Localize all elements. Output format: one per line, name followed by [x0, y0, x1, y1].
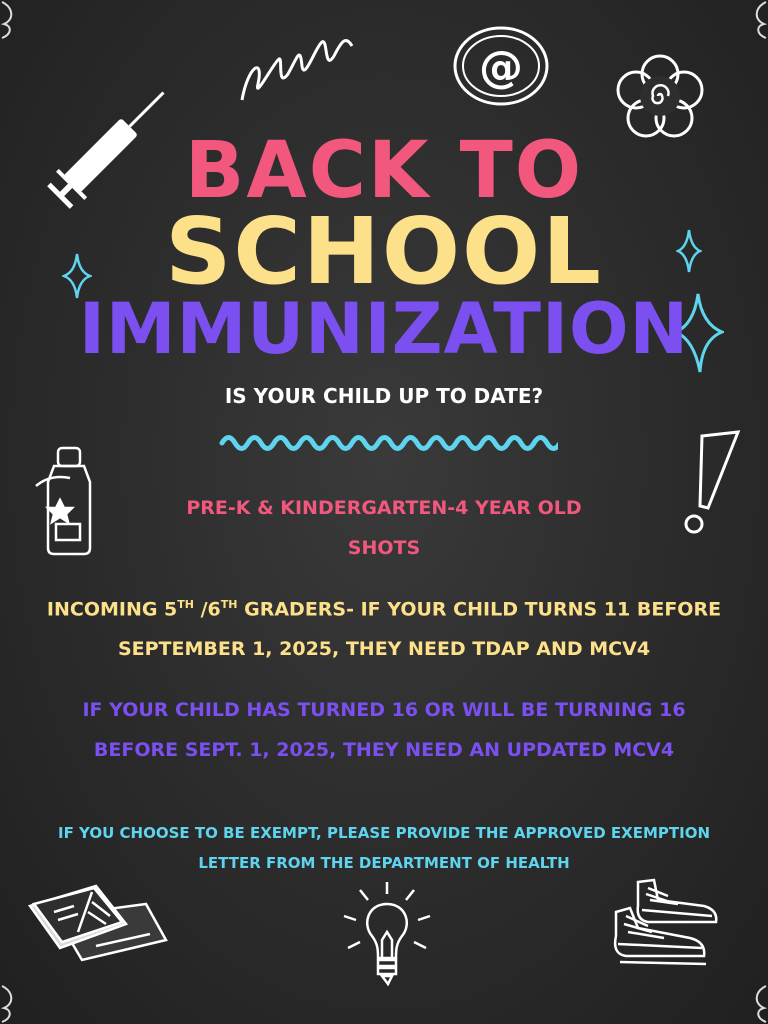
exempt-line-1: IF YOU CHOOSE TO BE EXEMPT, PLEASE PROVIDE THE APPROVED EXEMPTION — [57, 824, 711, 842]
svg-text:@: @ — [479, 42, 523, 93]
sneakers-icon — [608, 876, 724, 970]
incoming-sup-2: TH — [220, 598, 238, 611]
lightbulb-icon — [338, 878, 436, 994]
exempt-line-2: LETTER FROM THE DEPARTMENT OF HEALTH — [198, 854, 570, 872]
corner-swirl-icon — [0, 0, 20, 40]
exemption-text — [10, 818, 758, 878]
wavy-divider — [218, 428, 558, 458]
incoming-part-1: INCOMING 5 — [46, 598, 178, 621]
incoming-part-3: GRADERS- IF YOUR CHILD TURNS 11 BEFORE — [237, 598, 722, 621]
sixteen-line-1: IF YOUR CHILD HAS TURNED 16 OR WILL BE TURNING 16 — [82, 699, 686, 721]
title-line-1: BACK TO — [184, 126, 584, 216]
prek-line-2: SHOTS — [347, 537, 421, 559]
question-text: IS YOUR CHILD UP TO DATE? — [224, 384, 544, 408]
age-sixteen-text — [30, 690, 738, 770]
title-line-3: IMMUNIZATION — [78, 288, 690, 370]
prek-text — [134, 488, 634, 568]
incoming-part-2: /6 — [194, 598, 221, 621]
corner-swirl-icon — [748, 0, 768, 40]
water-bottle-icon — [30, 444, 110, 558]
incoming-sup-1: TH — [177, 598, 194, 611]
at-sign-icon — [446, 20, 556, 112]
sixteen-line-2: BEFORE SEPT. 1, 2025, THEY NEED AN UPDATED MCV4 — [93, 739, 675, 761]
incoming-line-2: SEPTEMBER 1, 2025, THEY NEED TDAP AND MCV4 — [117, 638, 651, 661]
corner-swirl-icon — [0, 984, 20, 1024]
exclamation-icon — [678, 428, 748, 538]
incoming-graders-text — [10, 585, 758, 669]
corner-swirl-icon — [748, 984, 768, 1024]
loops-icon — [238, 26, 358, 106]
book-icon — [26, 876, 172, 966]
title-line-2: SCHOOL — [165, 198, 603, 305]
prek-line-1: PRE-K & KINDERGARTEN-4 YEAR OLD — [186, 497, 582, 519]
incoming-line-1 — [10, 585, 758, 629]
